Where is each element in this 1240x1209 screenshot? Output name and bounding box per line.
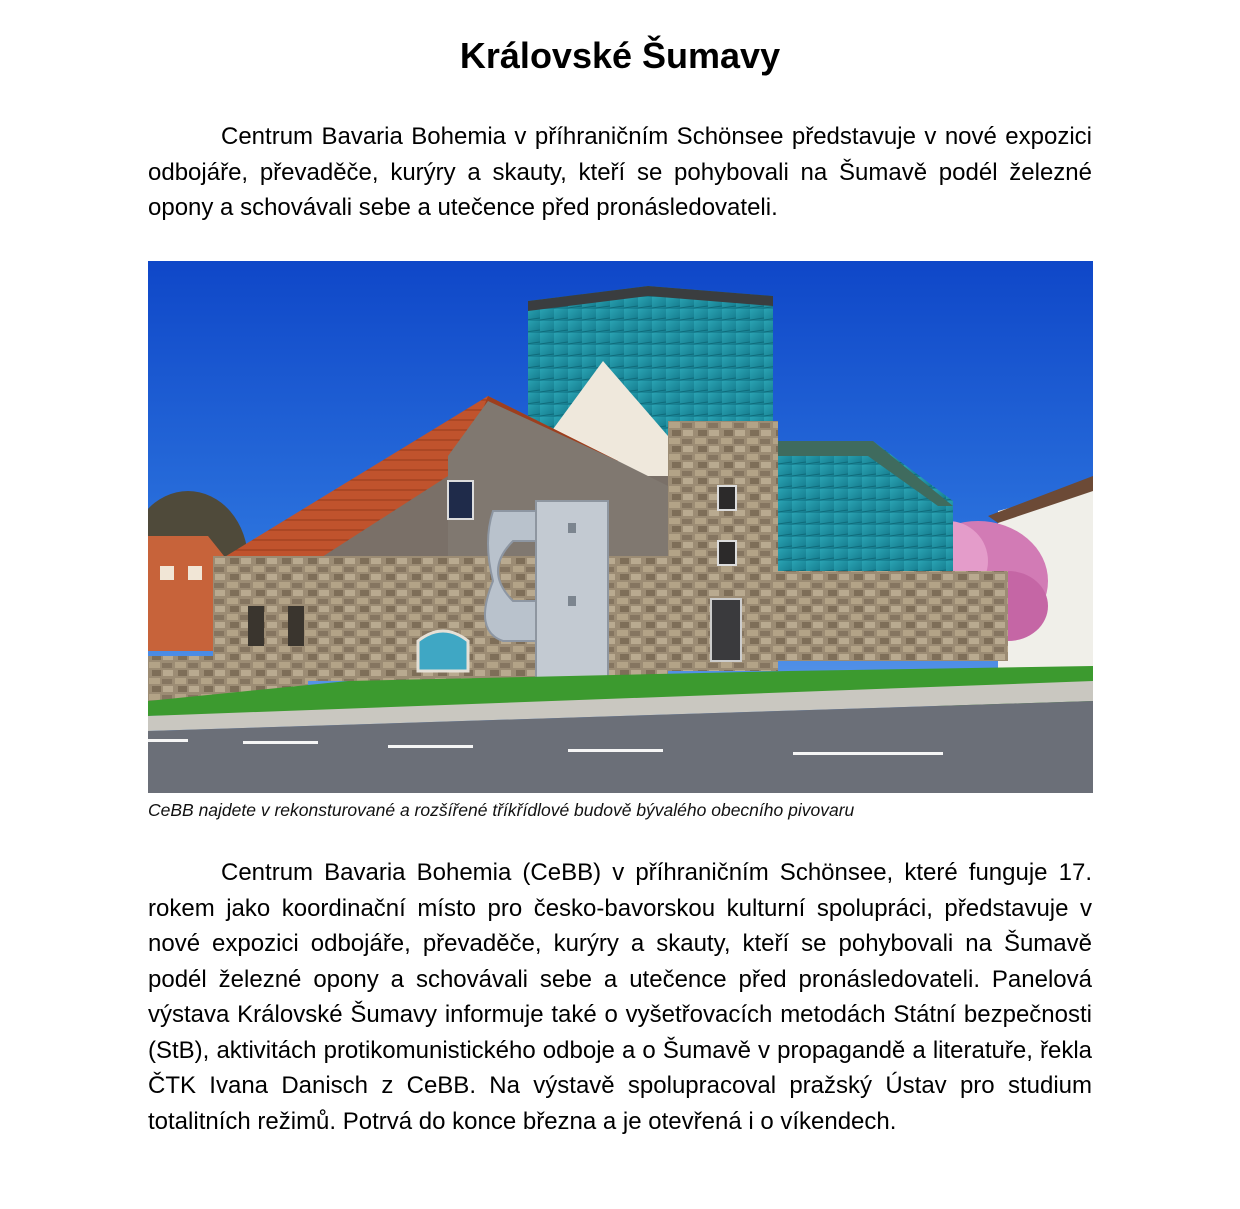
building-photo bbox=[148, 261, 1093, 793]
photo-caption: CeBB najdete v rekonsturované a rozšířené tříkřídlové budově bývalého obecního pivovaru bbox=[148, 800, 855, 820]
intro-paragraph: Centrum Bavaria Bohemia v příhraničním Schönsee představuje v nové expozici odbojáře, převaděče, kurýry a skauty, kteří se pohybovali na Šumavě podél železné opony a schovávali sebe a utečence před pronásledovateli. bbox=[148, 123, 1092, 221]
body-paragraph: Centrum Bavaria Bohemia (CeBB) v příhraničním Schönsee, které funguje 17. rokem jako koordinační místo pro česko-bavorskou kulturní spolupráci, představuje v nové expozici odbojáře, převaděče, kurýry a skauty, kteří se pohybovali na Šumavě podél železné opony a schovávali sebe a utečence před pronásledovateli. Panelová výstava Královské Šumavy informuje také o vyšetřovacích metodách Státní bezpečnosti (StB), aktivitách protikomunistického odboje a o Šumavě v propagandě a literatuře, řekla ČTK Ivana Danisch z CeBB. Na výstavě spolupracoval pražský Ústav pro studium totalitních režimů. Potrvá do konce března a je otevřená i o víkendech. bbox=[148, 859, 1092, 1135]
document-title: Královské Šumavy bbox=[459, 35, 781, 76]
